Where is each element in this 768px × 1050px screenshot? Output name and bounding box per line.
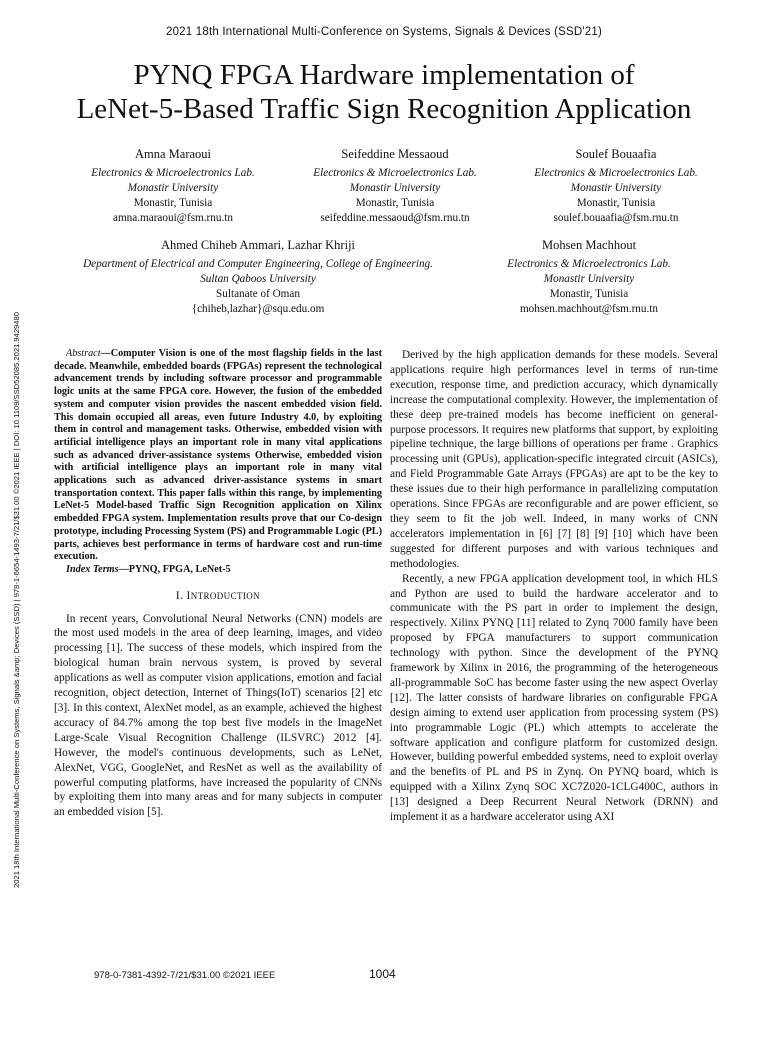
author-block bbox=[276, 146, 514, 226]
abstract bbox=[54, 348, 382, 564]
intro-paragraph: In recent years, Convolutional Neural Networks (CNN) models are the most used models in the area of deep learning, images, and video processing [1]. The success of these models, which inspired from the biological human brain nervous system, is proved by several applications as well as computer vision applications, emotion and facial recognition, object detection, Internet of Things(IoT) scenarios [2] etc [3]. In this context, AlexNet model, as an example, achieved the highest accuracy of 84.7% among the top best five models in the ImageNet Large-Scale Visual Recognition Challenge (ILSVRC) 2012 [4]. However, the model's continuous developments, such as LeNet, AlexNet, VGG, GoogleNet, and ResNet as well as the availability of powerful computing platforms, have increased the popularity of CNNs by exploiting them into many areas and for many subjects in computer an embedded vision [5]. bbox=[54, 612, 382, 819]
body-paragraph: Recently, a new FPGA application development tool, in which HLS and Python are used to build the hardware accelerator and to communicate with the PS part in order to implement the design, respectively. Xilinx PYNQ [11] related to Zynq 7000 family have been proposed by FPGA manufacturers to support communication technology with python. Since the development of the PYNQ framework by Xilinx in 2016, the programming of the heterogeneous all-programmable SoC has become faster using the new aspect Overlay [12]. The latter consists of hardware libraries on configurable FPGA design aiming to extend user application from processing system (PS) into programmable Logic (PL) which attempts to accelerate the software application and configure platform for customized design. However, building powerful embedded systems, need to exploit overlay and the benefits of PL and PS in Zynq. On PYNQ board, which is equipped with a Xilinx Zynq SOC XC7Z020-1CLG400C, authors in [13] designed a Deep Recurrent Neural Network (DRNN) and implement it as a hardware accelerator using AXI bbox=[390, 572, 718, 824]
author-block bbox=[40, 237, 476, 317]
author-block bbox=[54, 146, 292, 226]
author-affiliation: Electronics & Microelectronics Lab. bbox=[534, 167, 698, 179]
page-number: 1004 bbox=[369, 967, 396, 981]
section-numeral: I. I bbox=[175, 589, 191, 602]
author-name: Amna Maraoui bbox=[134, 147, 212, 161]
side-doi-stamp: 2021 18th International Multi-Conference on Systems, Signals &amp; Devices (SSD) | 978-1-6654-1493-7/21/$31.00 ©2021 IEEE | DOI: 10.1109/SSD52085.2021.9429480 bbox=[12, 312, 21, 888]
author-email: soulef.bouaafia@fsm.rnu.tn bbox=[553, 212, 679, 224]
author-university: Monastir University bbox=[349, 182, 441, 194]
author-affiliation: Electronics & Microelectronics Lab. bbox=[91, 167, 255, 179]
author-location: Monastir, Tunisia bbox=[549, 288, 629, 300]
author-location: Monastir, Tunisia bbox=[133, 197, 213, 209]
title-line-1: PYNQ FPGA Hardware implementation of bbox=[133, 59, 635, 91]
author-affiliation: Department of Electrical and Computer Engineering, College of Engineering. bbox=[83, 258, 433, 270]
right-column bbox=[390, 348, 718, 825]
author-email: seifeddine.messaoud@fsm.rnu.tn bbox=[320, 212, 470, 224]
index-terms bbox=[54, 564, 382, 577]
author-email: mohsen.machhout@fsm.rnu.tn bbox=[519, 303, 658, 315]
author-name: Soulef Bouaafia bbox=[575, 147, 657, 161]
author-name: Mohsen Machhout bbox=[541, 238, 637, 252]
section-title-rest: NTRODUCTION bbox=[190, 590, 261, 601]
author-university: Monastir University bbox=[127, 182, 219, 194]
author-name: Ahmed Chiheb Ammari, Lazhar Khriji bbox=[160, 238, 356, 252]
section-heading bbox=[54, 589, 382, 604]
author-location: Monastir, Tunisia bbox=[355, 197, 435, 209]
title-line-2: LeNet-5-Based Traffic Sign Recognition Application bbox=[76, 93, 692, 125]
abstract-lead: Abstract bbox=[66, 348, 101, 359]
author-university: Sultan Qaboos University bbox=[200, 273, 316, 285]
author-block bbox=[497, 146, 735, 226]
author-university: Monastir University bbox=[543, 273, 635, 285]
author-university: Monastir University bbox=[570, 182, 662, 194]
paper-title bbox=[20, 58, 748, 126]
author-email: {chiheb,lazhar}@squ.edu.om bbox=[191, 303, 325, 315]
footer-isbn: 978-0-7381-4392-7/21/$31.00 ©2021 IEEE bbox=[94, 970, 276, 981]
author-location: Monastir, Tunisia bbox=[576, 197, 656, 209]
conference-header: 2021 18th International Multi-Conference on Systems, Signals & Devices (SSD'21) bbox=[165, 26, 603, 38]
author-location: Sultanate of Oman bbox=[216, 288, 300, 300]
author-name: Seifeddine Messaoud bbox=[341, 147, 449, 161]
left-column bbox=[54, 348, 382, 820]
author-affiliation: Electronics & Microelectronics Lab. bbox=[313, 167, 477, 179]
index-terms-text: —PYNQ, FPGA, LeNet-5 bbox=[118, 563, 231, 575]
author-affiliation: Electronics & Microelectronics Lab. bbox=[507, 258, 671, 270]
index-terms-lead: Index Terms bbox=[66, 563, 119, 575]
author-block bbox=[478, 237, 700, 317]
abstract-text: —Computer Vision is one of the most flagship fields in the last decade. Meanwhile, embedded boards (FPGAs) represent the technological advancement trends by including software processor and programmable logic units at the same FPGA core. However, the fusion of the embedded system and computer vision provides the nascent embedded vision field. This domain occupied all areas, even future Industry 4.0, by exploiting them in control and management tasks. Otherwise, embedded vision with artificial intelligence plays an important role in many vital applications such as advanced driver-assistance systems Otherwise, embedded vision with artificial intelligence plays an important role in many vital applications such as advanced driver-assistance systems in smart transportation context. This paper falls within this range, by implementing LeNet-5 Model-based Traffic Sign Recognition application on Xilinx embedded FPGA system. Implementation results prove that our Co-design prototype, including Processing System (PS) and Programmable Logic (PL) parts, achieves best performance in terms of hardware cost and run-time execution. bbox=[54, 348, 382, 563]
author-email: amna.maraoui@fsm.rnu.tn bbox=[113, 212, 233, 224]
body-paragraph: Derived by the high application demands for these models. Several applications require high performances level in terms of run-time execution, response time, and prediction accuracy, which dynamically increase the computational complexity. However, the implementation of these deep pre-trained models has become inefficient on general-purpose processors. It requires new platforms that support, by exploiting pipeline technique, the large billions of operations per frame . Graphics processing unit (GPUs), application-specific integrated circuit (ASICs), and Field Programmable Gate Arrays (FPGAs) are apt to be the key to these issues due to their high performance in parallelizing computation operations. Since FPGAs are reconfigurable and are power efficient, so they seem to fit the job well. Indeed, in many works of CNN accelerators implementation in [6] [7] [8] [9] [10] which have been suggested for different purposes and with various techniques and methodologies. bbox=[390, 349, 718, 570]
